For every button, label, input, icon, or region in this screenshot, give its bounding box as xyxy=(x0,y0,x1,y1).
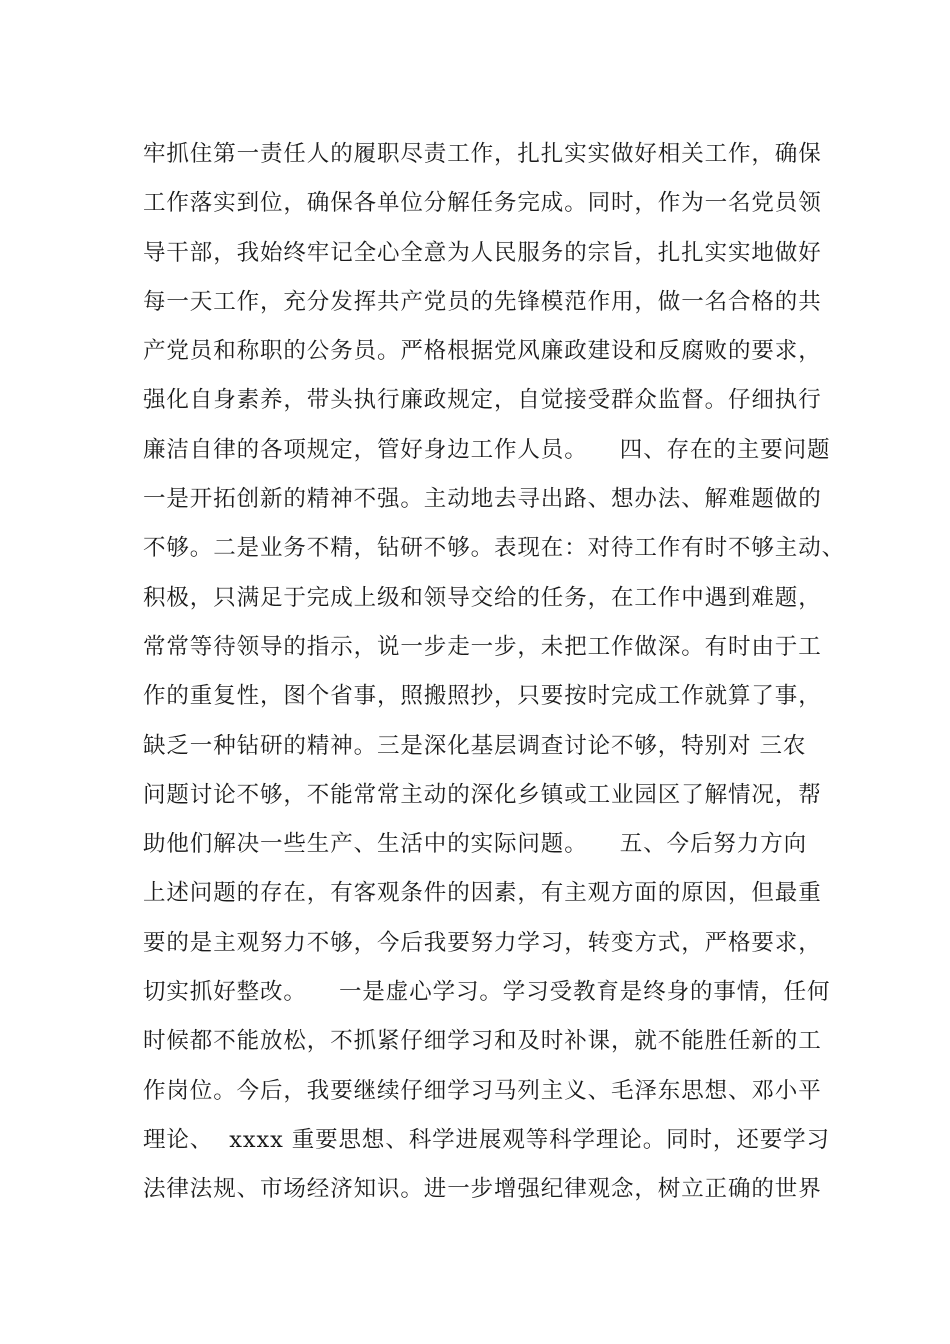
text-line: 助他们解决一些生产、生活中的实际问题。 五、今后努力方向 xyxy=(143,831,808,858)
text-line: 廉洁自律的各项规定，管好身边工作人员。 四、存在的主要问题 xyxy=(143,436,831,463)
text-line: 导干部，我始终牢记全心全意为人民服务的宗旨，扎扎实实地做好 xyxy=(143,239,822,266)
text-line: 一是开拓创新的精神不强。主动地去寻出路、想办法、解难题做的 xyxy=(143,486,822,513)
text-line: 理论、 xxxx 重要思想、科学进展观等科学理论。同时，还要学习 xyxy=(143,1126,830,1153)
body-text xyxy=(143,130,846,1215)
text-line: 法律法规、市场经济知识。进一步增强纪律观念，树立正确的世界 xyxy=(143,1176,822,1203)
text-line: 强化自身素养，带头执行廉政规定，自觉接受群众监督。仔细执行 xyxy=(143,387,822,414)
text-line: 切实抓好整改。 一是虚心学习。学习受教育是终身的事情，任何 xyxy=(143,979,831,1006)
text-line: 每一天工作，充分发挥共产党员的先锋模范作用，做一名合格的共 xyxy=(143,288,822,315)
text-line: 不够。二是业务不精，钻研不够。表现在：对待工作有时不够主动、 xyxy=(143,535,846,562)
text-line: 时候都不能放松，不抓紧仔细学习和及时补课，就不能胜任新的工 xyxy=(143,1028,822,1055)
text-line: 牢抓住第一责任人的履职尽责工作，扎扎实实做好相关工作，确保 xyxy=(143,141,822,167)
text-line: 工作落实到位，确保各单位分解任务完成。同时，作为一名党员领 xyxy=(143,190,822,217)
text-line: 作的重复性，图个省事，照搬照抄，只要按时完成工作就算了事， xyxy=(143,683,822,710)
text-line: 积极，只满足于完成上级和领导交给的任务，在工作中遇到难题， xyxy=(143,584,822,611)
text-line: 常常等待领导的指示，说一步走一步，未把工作做深。有时由于工 xyxy=(143,633,822,660)
text-line: 问题讨论不够，不能常常主动的深化乡镇或工业园区了解情况，帮 xyxy=(143,781,822,808)
text-line: 上述问题的存在，有客观条件的因素，有主观方面的原因，但最重 xyxy=(143,880,822,907)
text-line: 产党员和称职的公务员。严格根据党风廉政建设和反腐败的要求， xyxy=(143,338,822,365)
text-line: 要的是主观努力不够，今后我要努力学习，转变方式，严格要求， xyxy=(143,929,822,956)
text-line: 缺乏一种钻研的精神。三是深化基层调查讨论不够，特别对 三农 xyxy=(143,732,807,759)
text-line: 作岗位。今后，我要继续仔细学习马列主义、毛泽东思想、邓小平 xyxy=(143,1077,822,1104)
